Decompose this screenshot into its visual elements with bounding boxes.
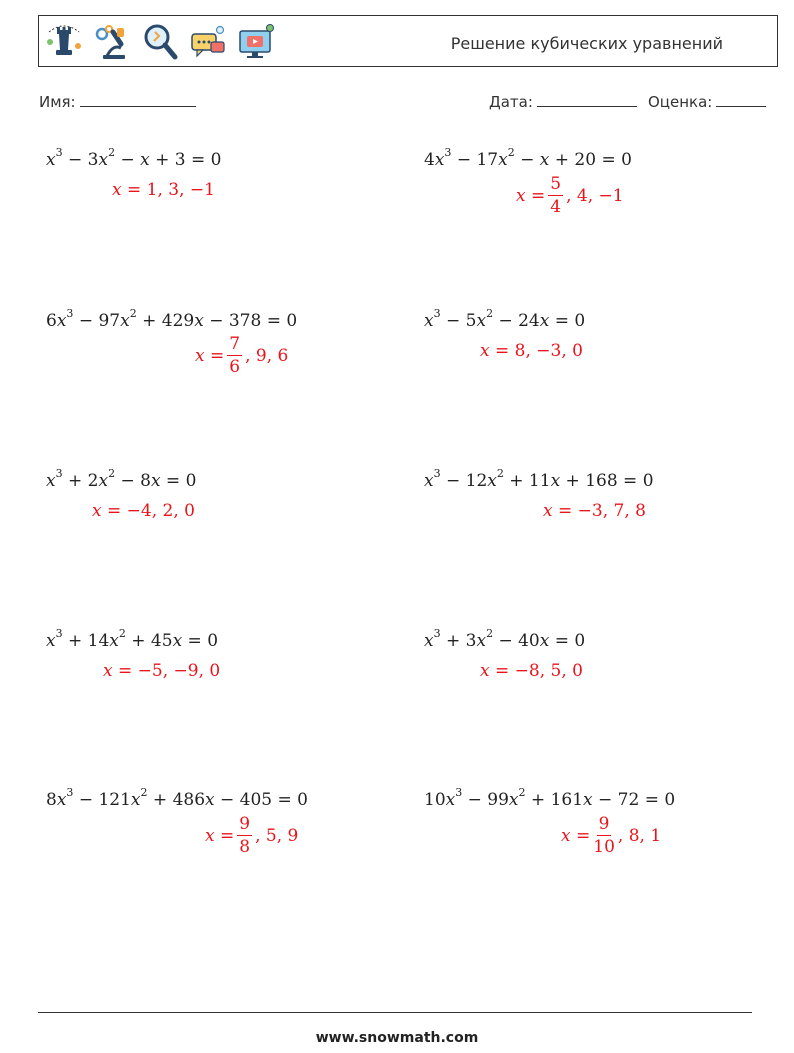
problem-answer: x = −4, 2, 0 [92, 501, 195, 521]
grade-blank[interactable] [716, 92, 766, 107]
fraction: $\frac{5}{4}$ [550, 174, 562, 217]
name-label: Имя: [39, 93, 76, 111]
problem-equation: $4x^3 - 17x^2 - x + 20 = 0$ [424, 146, 632, 170]
problem-answer: x = $\frac{5}{4}$ , 4, −1 [516, 174, 624, 217]
worksheet-header [38, 15, 778, 67]
problem-equation: $x^3 + 14x^2 + 45x = 0$ [46, 627, 219, 651]
worksheet-title: Решение кубических уравнений [450, 34, 723, 53]
fraction: $\frac{7}{6}$ [229, 334, 241, 377]
magnifier-icon [141, 22, 179, 62]
problem-equation: $x^3 + 2x^2 - 8x = 0$ [46, 467, 197, 491]
problem-answer: x = 8, −3, 0 [480, 341, 583, 361]
problem-answer: x = −5, −9, 0 [103, 661, 221, 681]
date-blank[interactable] [537, 92, 637, 107]
header-icons [45, 20, 275, 64]
gears-microscope-icon [93, 22, 131, 62]
problem-equation: $x^3 - 12x^2 + 11x + 168 = 0$ [424, 467, 654, 491]
fraction: $\frac{9}{8}$ [239, 814, 251, 857]
chat-bubbles-icon [189, 22, 227, 62]
problem-equation: $10x^3 - 99x^2 + 161x - 72 = 0$ [424, 786, 676, 810]
date-field[interactable] [489, 92, 637, 111]
problem-answer: x = −8, 5, 0 [480, 661, 583, 681]
problem-equation: $x^3 - 5x^2 - 24x = 0$ [424, 307, 586, 331]
grade-label: Оценка: [648, 93, 713, 111]
problem-equation: $6x^3 - 97x^2 + 429x - 378 = 0$ [46, 307, 298, 331]
date-label: Дата: [489, 93, 533, 111]
monitor-video-icon [237, 22, 275, 62]
footer-divider [38, 1012, 752, 1013]
problem-answer: x = −3, 7, 8 [543, 501, 646, 521]
footer-site-link[interactable]: www.snowmath.com [315, 1030, 479, 1046]
problem-answer: x = $\frac{9}{10}$ , 8, 1 [561, 814, 662, 857]
problem-answer: x = 1, 3, −1 [112, 180, 215, 200]
name-blank[interactable] [80, 92, 196, 107]
chess-rook-icon [45, 22, 83, 62]
problem-equation: $x^3 - 3x^2 - x + 3 = 0$ [46, 146, 222, 170]
problem-answer: x = $\frac{9}{8}$ , 5, 9 [205, 814, 299, 857]
problem-equation: $x^3 + 3x^2 - 40x = 0$ [424, 627, 586, 651]
grade-field[interactable] [648, 92, 766, 111]
problem-equation: $8x^3 - 121x^2 + 486x - 405 = 0$ [46, 786, 308, 810]
problem-answer: x = $\frac{7}{6}$ , 9, 6 [195, 334, 289, 377]
fraction: $\frac{9}{10}$ [593, 814, 615, 857]
name-field[interactable] [39, 92, 196, 111]
